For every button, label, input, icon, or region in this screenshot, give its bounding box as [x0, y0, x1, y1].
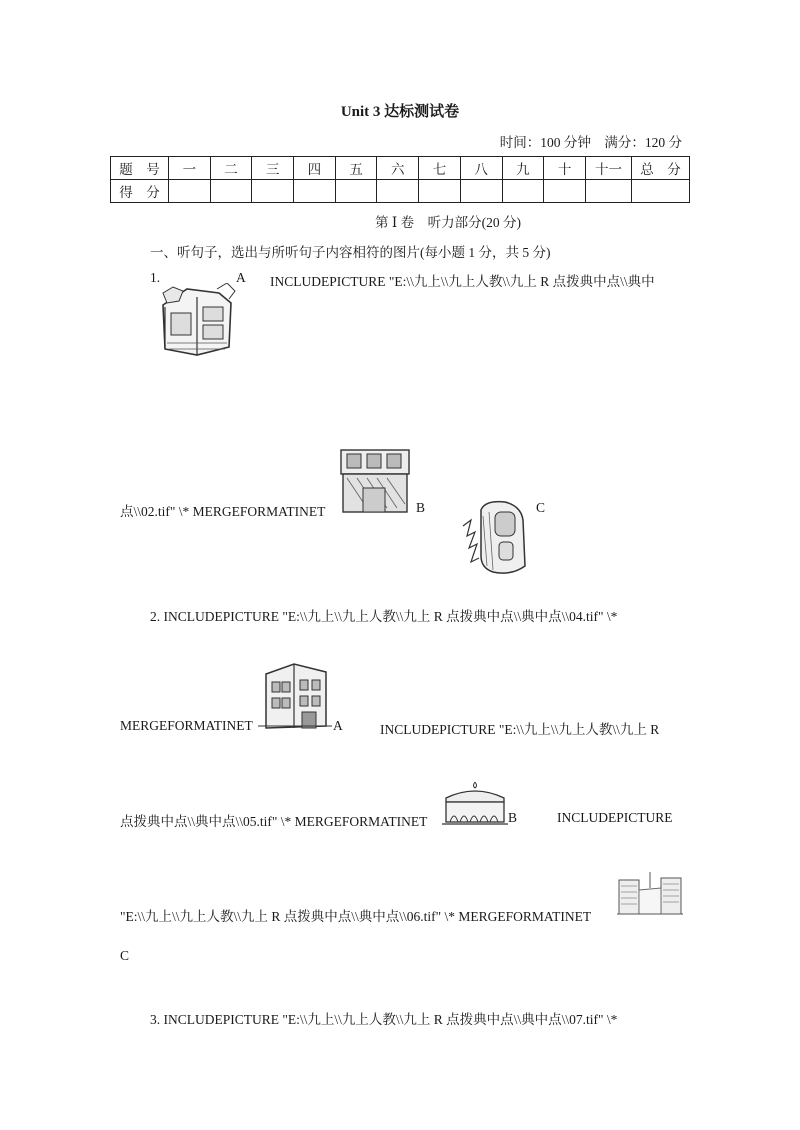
field-code-text: MERGEFORMATINET [120, 718, 253, 733]
score-table-cell: 五 [335, 157, 377, 180]
score-table-cell: 得 分 [111, 180, 169, 203]
field-code-text: 2. INCLUDEPICTURE "E:\\九上\\九上人教\\九上 R 点拨典中点\\典中点\\04.tif" \* [150, 609, 618, 624]
score-table-cell: 二 [210, 157, 252, 180]
score-table-cell: 题 号 [111, 157, 169, 180]
field-code-text: "E:\\九上\\九上人教\\九上 R 点拨典中点\\典中点\\06.tif" \* MERGEFORMATINET [120, 909, 592, 924]
score-table-cell: 三 [252, 157, 294, 180]
building-picture-3 [461, 496, 537, 578]
question-number: 1. [150, 270, 161, 285]
score-input-cell[interactable] [294, 180, 336, 203]
building-picture-5 [442, 780, 508, 828]
option-c-label: C [536, 500, 546, 515]
field-code-text: INCLUDEPICTURE "E:\\九上\\九上人教\\九上 R [380, 722, 660, 737]
score-table-cell: 总 分 [632, 157, 690, 180]
option-a-label: A [236, 270, 246, 285]
part-heading: 第 Ⅰ 卷 听力部分(20 分) [375, 215, 521, 230]
field-code-text: INCLUDEPICTURE [557, 810, 673, 825]
score-table-cell: 一 [169, 157, 211, 180]
building-picture-2 [337, 444, 413, 516]
building-picture-4 [258, 660, 332, 732]
score-input-cell[interactable] [335, 180, 377, 203]
field-code-text: 点拨典中点\\典中点\\05.tif" \* MERGEFORMATINET [120, 814, 428, 829]
score-input-cell[interactable] [544, 180, 586, 203]
exam-meta: 时间：100 分钟 满分：120 分 [499, 135, 682, 150]
score-input-cell[interactable] [377, 180, 419, 203]
score-input-cell[interactable] [169, 180, 211, 203]
score-input-cell[interactable] [210, 180, 252, 203]
score-table-cell: 十 [544, 157, 586, 180]
option-c-label: C [120, 948, 130, 963]
score-table-cell: 十一 [586, 157, 632, 180]
score-input-cell[interactable] [419, 180, 461, 203]
score-table-cell: 九 [502, 157, 544, 180]
field-code-text: INCLUDEPICTURE "E:\\九上\\九上人教\\九上 R 点拨典中点\\典中 [270, 274, 655, 289]
option-b-label: B [416, 500, 426, 515]
score-table-cell: 八 [460, 157, 502, 180]
score-input-cell[interactable] [632, 180, 690, 203]
option-a-label: A [333, 718, 343, 733]
score-input-cell[interactable] [502, 180, 544, 203]
score-table-score-row [111, 180, 690, 203]
score-table [110, 156, 690, 203]
score-table-cell: 六 [377, 157, 419, 180]
score-table-cell: 四 [294, 157, 336, 180]
score-table-header-row [111, 157, 690, 180]
option-b-label: B [508, 810, 518, 825]
score-input-cell[interactable] [252, 180, 294, 203]
page-title: Unit 3 达标测试卷 [340, 104, 460, 120]
score-table-cell: 七 [419, 157, 461, 180]
score-input-cell[interactable] [460, 180, 502, 203]
building-picture-1 [157, 283, 237, 359]
field-code-text: 3. INCLUDEPICTURE "E:\\九上\\九上人教\\九上 R 点拨典中点\\典中点\\07.tif" \* [150, 1012, 618, 1027]
field-code-text: 点\\02.tif" \* MERGEFORMATINET [120, 504, 326, 519]
building-picture-6 [617, 870, 683, 918]
section-instruction: 一、听句子，选出与所听句子内容相符的图片(每小题 1 分，共 5 分) [150, 245, 551, 260]
score-input-cell[interactable] [586, 180, 632, 203]
